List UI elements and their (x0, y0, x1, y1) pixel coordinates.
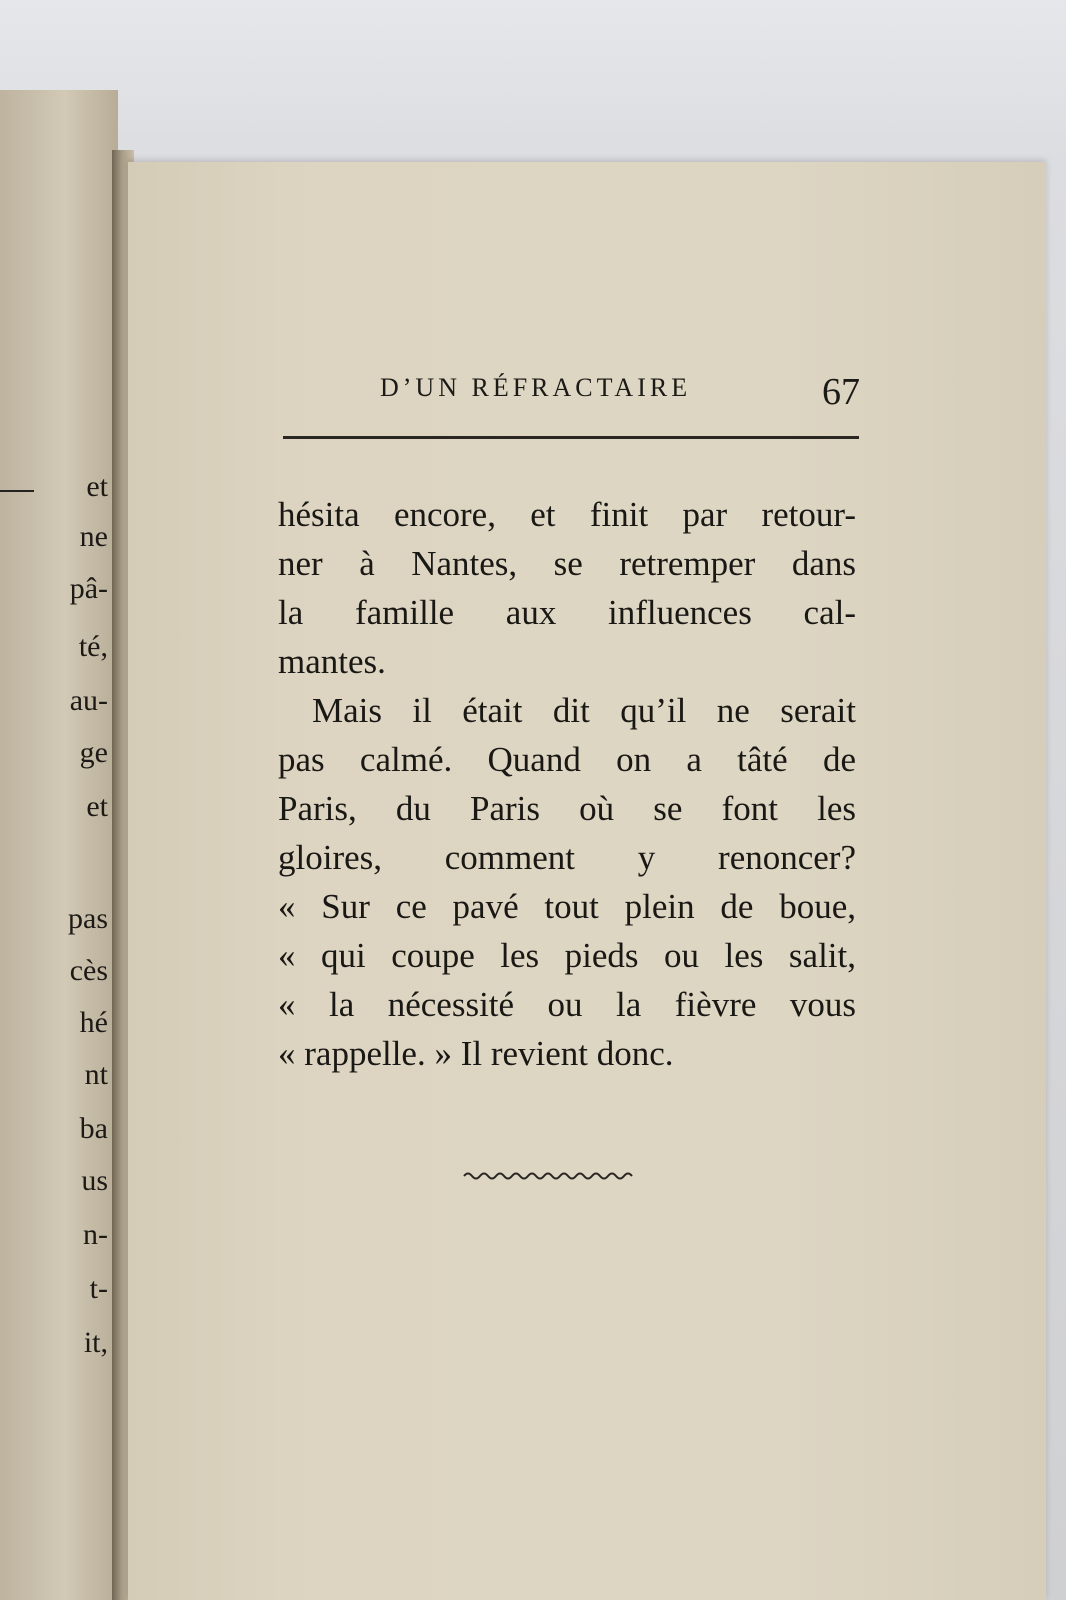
left-fragment: pas (68, 902, 108, 935)
text-line: Mais il était dit qu’il ne serait (312, 691, 856, 730)
body-text (278, 490, 856, 1078)
text-line: « rappelle. » Il revient donc. (278, 1034, 674, 1073)
text-line: pas calmé. Quand on a tâté de (278, 740, 856, 779)
left-fragment: ba (79, 1112, 108, 1145)
text-line: hésita encore, et finit par retour- (278, 495, 856, 534)
text-line: Paris, du Paris où se font les (278, 789, 856, 828)
text-line: gloires, comment y renoncer? (278, 838, 856, 877)
text-line: « la nécessité ou la fièvre vous (278, 985, 856, 1024)
left-fragment: té, (78, 630, 108, 663)
left-fragment: et (86, 790, 108, 823)
left-page-rule (0, 490, 34, 492)
left-fragment: it, (83, 1326, 108, 1359)
left-fragment: n- (83, 1218, 108, 1251)
left-page-edge (0, 90, 118, 1600)
page-number: 67 (822, 371, 860, 413)
running-title: D’UN RÉFRACTAIRE (380, 373, 692, 402)
header-rule (283, 436, 859, 439)
left-fragment: hé (79, 1006, 108, 1039)
text-line: « Sur ce pavé tout plein de boue, (278, 887, 856, 926)
left-fragment: pâ- (69, 572, 108, 605)
wavy-line-ornament-icon (462, 1168, 634, 1184)
text-line: « qui coupe les pieds ou les salit, (278, 936, 856, 975)
text-line: mantes. (278, 642, 386, 681)
left-fragment: et (86, 470, 108, 503)
left-fragment: ge (79, 736, 108, 769)
left-fragment: ne (79, 520, 108, 553)
left-fragment: t- (89, 1272, 108, 1305)
left-fragment: au- (69, 684, 108, 717)
left-fragment: nt (84, 1058, 108, 1091)
text-line: ner à Nantes, se retremper dans (278, 544, 856, 583)
left-fragment: cès (69, 954, 108, 987)
text-line: la famille aux influences cal- (278, 593, 856, 632)
left-fragment: us (81, 1164, 108, 1197)
